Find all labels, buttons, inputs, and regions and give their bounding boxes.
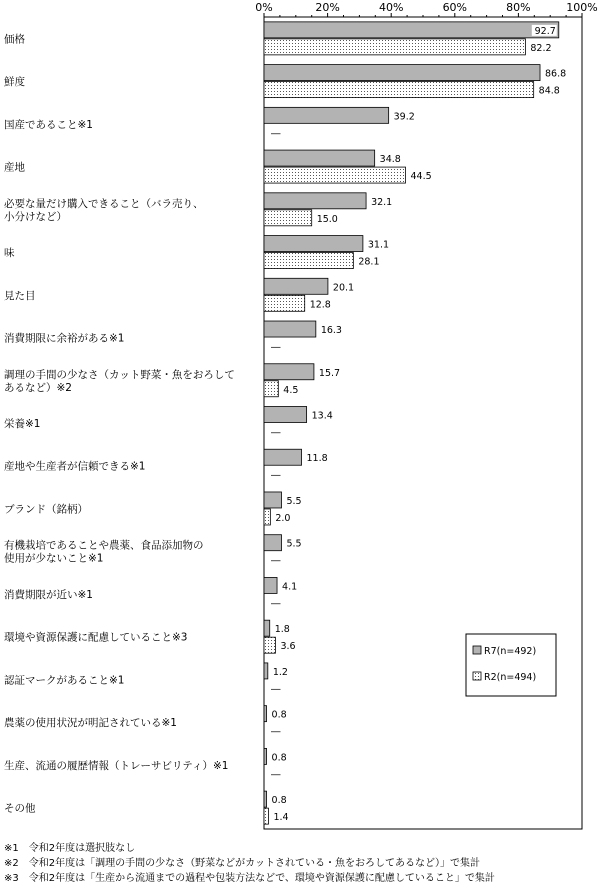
category-label: その他 (4, 802, 36, 815)
value-label: 44.5 (410, 171, 432, 183)
value-label: 1.8 (274, 624, 290, 636)
legend-label: R2(n=494) (484, 672, 537, 683)
value-label: 5.5 (286, 538, 302, 550)
value-label: 92.7 (534, 25, 556, 37)
category-label: 価格 (4, 33, 25, 46)
value-label: 3.6 (280, 641, 296, 653)
x-tick-label: 100% (566, 1, 598, 14)
value-label: 13.4 (311, 410, 333, 422)
bar-r2 (264, 381, 278, 397)
value-label: 1.4 (273, 812, 289, 824)
value-label: 5.5 (286, 495, 302, 507)
bar-r7 (264, 706, 267, 722)
category-label: 必要な量だけ購入できること（バラ売り、 (4, 197, 204, 210)
value-label: 2.0 (275, 512, 291, 524)
no-data-label: ― (271, 598, 281, 610)
bar-r2 (264, 210, 312, 226)
value-label: 1.2 (272, 666, 288, 678)
bar-r2 (264, 39, 525, 55)
category-label: 認証マークがあること※1 (4, 674, 125, 687)
bar-r7 (264, 321, 316, 337)
value-label: 31.1 (367, 239, 390, 251)
category-label: 環境や資源保護に配慮していること※3 (4, 631, 188, 644)
x-tick-label: 80% (506, 1, 531, 14)
category-label: 産地 (4, 161, 25, 174)
bar-r7 (264, 150, 375, 166)
category-label: 栄養※1 (4, 418, 41, 430)
bar-r2 (264, 295, 305, 311)
value-label: 0.8 (271, 709, 287, 721)
legend-box (466, 634, 556, 696)
no-data-label: ― (271, 427, 281, 439)
bar-r7 (264, 620, 270, 636)
category-label: 小分けなど） (4, 210, 67, 223)
value-label: 15.7 (318, 367, 341, 379)
value-label: 34.8 (379, 154, 401, 166)
category-label: 見た目 (4, 289, 36, 302)
value-label: 4.5 (283, 384, 299, 396)
bar-r7 (264, 791, 267, 807)
category-label: 産地や生産者が信頼できる※1 (4, 460, 146, 473)
value-label: 0.8 (271, 795, 287, 807)
legend-label: R7(n=492) (484, 646, 537, 657)
bar-r7 (264, 663, 268, 679)
value-label: 16.3 (320, 325, 342, 337)
category-label: 国産であること※1 (4, 118, 93, 131)
no-data-label: ― (271, 683, 281, 695)
value-label: 82.2 (530, 42, 552, 54)
category-label: 農薬の使用状況が明記されている※1 (4, 717, 177, 730)
plot-border (264, 17, 582, 829)
category-label: 消費期限に余裕がある※1 (4, 332, 125, 345)
bar-r7 (264, 492, 281, 508)
no-data-label: ― (271, 470, 281, 482)
bar-r7 (264, 535, 281, 551)
no-data-label: ― (271, 342, 281, 354)
bar-r2 (264, 808, 268, 824)
bar-r7 (264, 748, 267, 764)
bar-r7 (264, 22, 559, 38)
bar-r2 (264, 167, 406, 183)
category-labels (4, 32, 235, 814)
bar-r2 (264, 509, 270, 525)
category-label: あるなど）※2 (4, 381, 72, 394)
footnotes (4, 841, 598, 886)
no-data-label: ― (271, 726, 281, 738)
category-label: 味 (4, 247, 15, 260)
footnote-1: ※1 令和2年度は選択肢なし (4, 843, 136, 854)
bar-r7 (264, 449, 302, 465)
value-label: 15.0 (316, 213, 338, 225)
bar-r2 (264, 82, 534, 98)
no-data-label: ― (271, 555, 281, 567)
value-label: 12.8 (309, 299, 331, 311)
value-label: 11.8 (306, 453, 328, 465)
bar-r7 (264, 278, 328, 294)
value-label: 39.2 (393, 111, 415, 123)
x-tick-label: 20% (315, 1, 340, 14)
legend-swatch (473, 646, 481, 654)
value-label: 4.1 (282, 581, 298, 593)
legend-swatch (473, 672, 481, 680)
x-tick-label: 0% (255, 1, 273, 14)
footnote-3: ※3 令和2年度は「生産から流通までの過程や包装方法などで、環境や資源保護に配慮していること」で集計 (4, 873, 495, 884)
value-label: 0.8 (271, 752, 287, 764)
bar-r7 (264, 107, 389, 123)
bar-r7 (264, 577, 277, 593)
category-label: 鮮度 (4, 76, 25, 89)
no-data-label: ― (271, 769, 281, 781)
value-label: 32.1 (371, 196, 393, 208)
bar-r7 (264, 407, 307, 423)
bars-group (264, 22, 566, 824)
category-label: 生産、流通の履歴情報（トレーサビリティ）※1 (4, 759, 229, 772)
category-label: 使用が少ないこと※1 (4, 552, 104, 565)
value-label: 86.8 (545, 68, 567, 80)
no-data-label: ― (271, 128, 281, 140)
bar-r7 (264, 193, 366, 209)
value-label: 84.8 (538, 85, 560, 97)
category-label: 調理の手間の少なさ（カット野菜・魚をおろして (4, 368, 235, 381)
x-axis (255, 1, 597, 17)
footnote-2: ※2 令和2年度は「調理の手間の少なさ（野菜などがカットされている・魚をおろしてあるなど）」で集計 (4, 858, 481, 869)
bar-r2 (264, 253, 353, 269)
bar-r2 (264, 637, 275, 653)
plot-area (264, 17, 582, 829)
value-label: 20.1 (332, 282, 355, 294)
value-label: 28.1 (358, 256, 380, 268)
bar-r7 (264, 236, 363, 252)
category-label: 消費期限が近い※1 (4, 588, 93, 601)
legend (466, 634, 556, 696)
category-label: 有機栽培であることや農薬、食品添加物の (4, 539, 204, 552)
x-tick-label: 60% (442, 1, 468, 14)
bar-r7 (264, 65, 540, 81)
x-tick-label: 40% (378, 1, 404, 14)
bar-r7 (264, 364, 314, 380)
category-label: ブランド（銘柄） (4, 503, 88, 516)
